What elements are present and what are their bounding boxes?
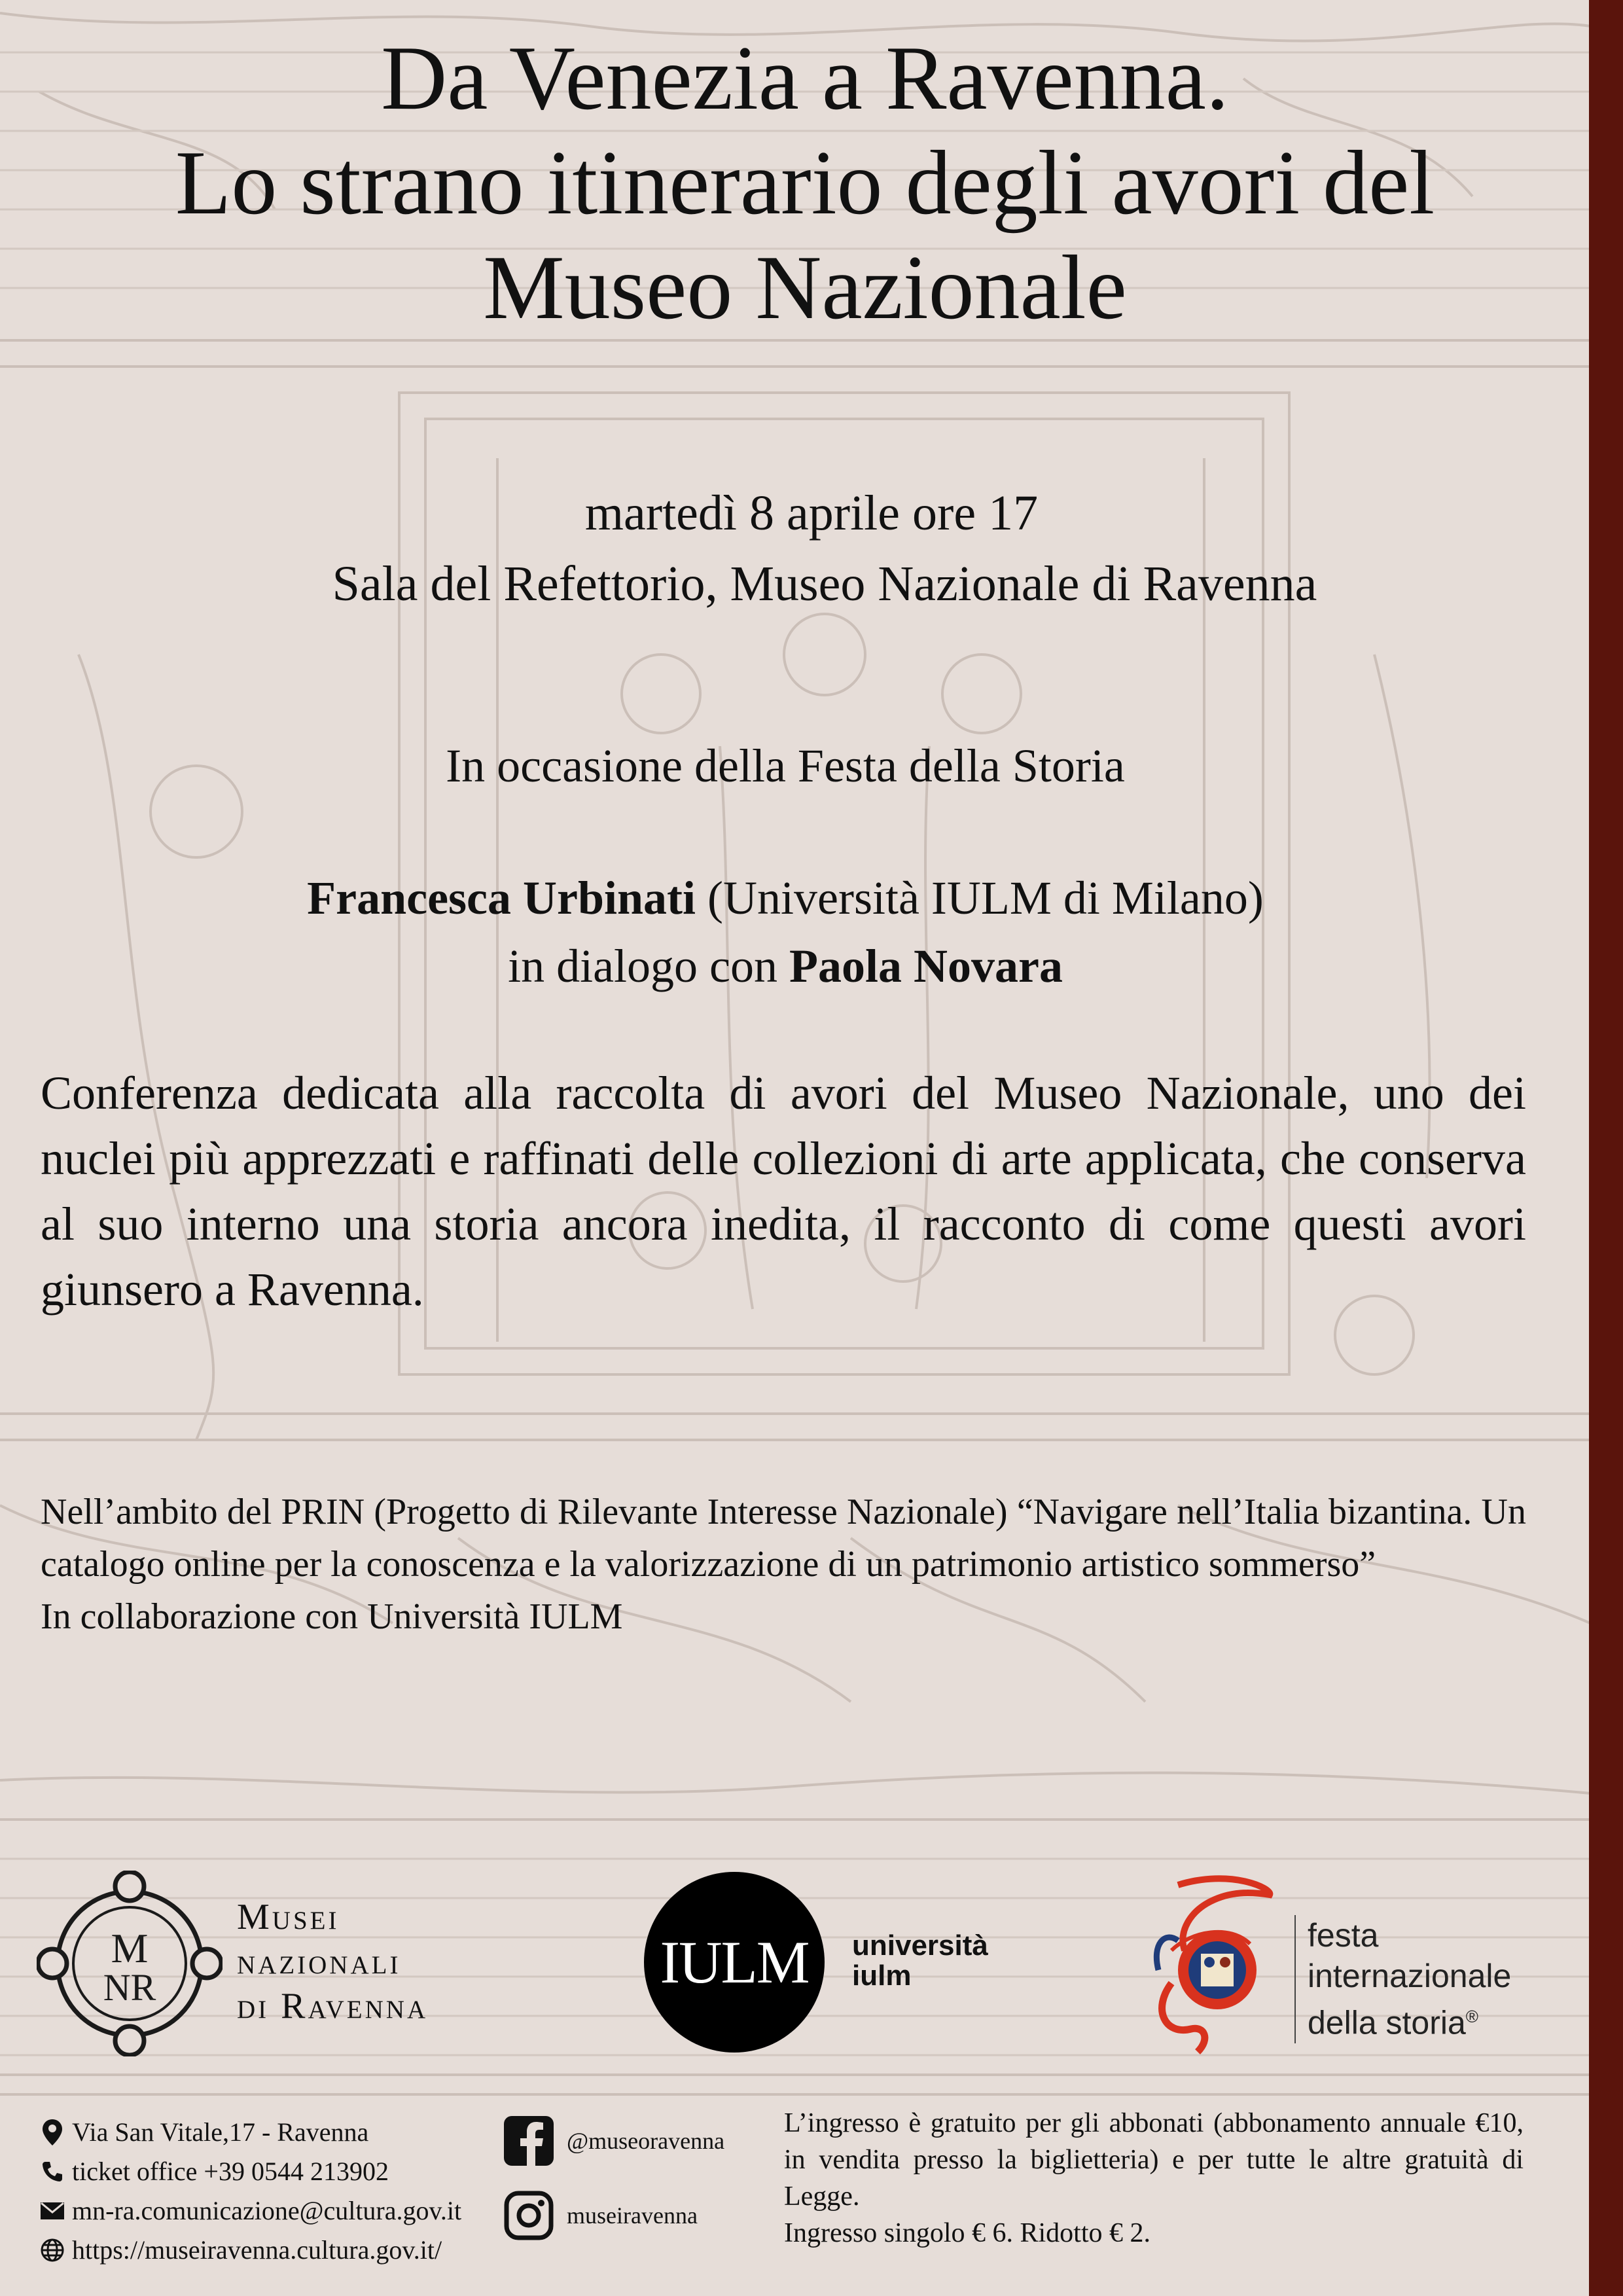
globe-icon bbox=[38, 2236, 67, 2265]
speaker-connector: in dialogo con bbox=[508, 940, 789, 992]
instagram-row[interactable] bbox=[503, 2186, 724, 2245]
address-text: Via San Vitale,17 - Ravenna bbox=[72, 2117, 369, 2147]
mnr-line-2: nazionali bbox=[237, 1941, 401, 1982]
email-text[interactable]: mn-ra.comunicazione@cultura.gov.it bbox=[72, 2196, 462, 2225]
phone-icon bbox=[38, 2157, 67, 2186]
speaker-line-2 bbox=[0, 932, 1571, 1000]
speaker-line-1 bbox=[0, 864, 1571, 932]
speaker-1-name: Francesca Urbinati bbox=[307, 872, 696, 924]
iulm-logo-wordmark bbox=[852, 1931, 988, 1991]
event-date: martedì 8 aprile ore 17 bbox=[584, 486, 1039, 541]
speakers bbox=[0, 864, 1571, 1000]
map-pin-icon bbox=[38, 2118, 67, 2147]
prin-section bbox=[41, 1486, 1526, 1643]
prin-text: Nell’ambito del PRIN (Progetto di Rilevante Interesse Nazionale) “Navigare nell’Italia bizantina. Un catalogo online per la conoscenza e la valorizzazione di un patrimonio artistico sommerso” bbox=[41, 1492, 1526, 1585]
mnr-line-3: di Ravenna bbox=[237, 1986, 429, 2026]
right-side-bar bbox=[1589, 0, 1623, 2296]
facebook-row[interactable] bbox=[503, 2111, 724, 2170]
facebook-handle[interactable]: @museoravenna bbox=[567, 2128, 725, 2154]
envelope-icon bbox=[38, 2197, 67, 2225]
event-description: Conferenza dedicata alla raccolta di avori del Museo Nazionale, uno dei nuclei più apprezzati e raffinati delle collezioni di arte applicata, che conserva al suo interno una storia ancora inedita, il racconto di come questi avori giunsero a Ravenna. bbox=[41, 1067, 1526, 1316]
festa-line-2: internazionale bbox=[1308, 1958, 1512, 1994]
contact-info bbox=[38, 2113, 461, 2270]
title-line-1: Da Venezia a Ravenna. bbox=[381, 27, 1229, 129]
ticket-info bbox=[784, 2105, 1524, 2251]
mnr-logo-text bbox=[237, 1895, 428, 2028]
title-line-2: Lo strano itinerario degli avori del bbox=[175, 132, 1435, 234]
iulm-word-1: università bbox=[852, 1929, 988, 1962]
mnr-logo-icon bbox=[37, 1871, 223, 2056]
registered-mark: ® bbox=[1465, 2007, 1478, 2026]
festa-line-3 bbox=[1308, 1996, 1511, 2043]
festa-storia-logo-text bbox=[1294, 1915, 1511, 2043]
title-line-3: Museo Nazionale bbox=[483, 237, 1127, 338]
address-row bbox=[38, 2113, 461, 2152]
event-when-where bbox=[0, 478, 1623, 619]
collaboration-text: In collaborazione con Università IULM bbox=[41, 1596, 623, 1637]
instagram-icon[interactable] bbox=[503, 2189, 555, 2242]
mnr-monogram-top: M bbox=[111, 1925, 149, 1971]
iulm-word-2: iulm bbox=[852, 1960, 912, 1992]
ticket-prices: Ingresso singolo € 6. Ridotto € 2. bbox=[784, 2218, 1151, 2248]
festa-line-1: festa bbox=[1308, 1917, 1379, 1954]
instagram-handle[interactable]: museiravenna bbox=[567, 2202, 698, 2229]
website-link[interactable]: https://museiravenna.cultura.gov.it/ bbox=[72, 2235, 442, 2265]
poster-title bbox=[26, 26, 1584, 340]
speaker-1-affiliation: (Università IULM di Milano) bbox=[696, 872, 1264, 924]
mnr-line-1: Musei bbox=[237, 1897, 340, 1937]
website-row bbox=[38, 2231, 461, 2270]
speaker-2-name: Paola Novara bbox=[789, 940, 1063, 992]
mnr-monogram-bottom: NR bbox=[103, 1966, 156, 2009]
social-links bbox=[503, 2111, 724, 2261]
phone-text[interactable]: ticket office +39 0544 213902 bbox=[72, 2157, 389, 2186]
event-occasion: In occasione della Festa della Storia bbox=[446, 740, 1125, 792]
email-row bbox=[38, 2191, 461, 2231]
festa-line-3-text: della storia bbox=[1308, 2004, 1466, 2041]
facebook-icon[interactable] bbox=[503, 2115, 555, 2167]
phone-row bbox=[38, 2152, 461, 2191]
free-entry-text: L’ingresso è gratuito per gli abbonati (abbonamento annuale €10, in vendita presso la biglietteria) e per tutte le altre gratuità di Legge. bbox=[784, 2108, 1524, 2212]
event-location: Sala del Refettorio, Museo Nazionale di Ravenna bbox=[332, 556, 1317, 611]
iulm-logo-circle: IULM bbox=[644, 1872, 825, 2053]
festa-storia-logo-icon bbox=[1132, 1872, 1289, 2055]
